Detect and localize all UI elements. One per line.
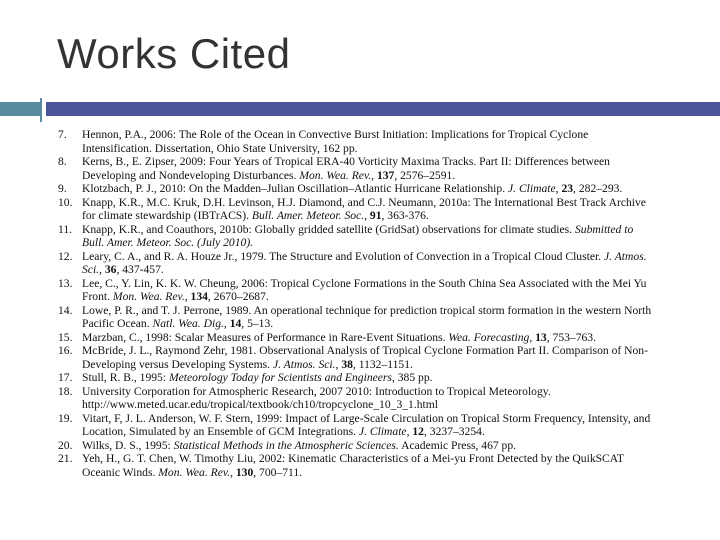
reference-number: 14. — [58, 303, 73, 317]
reference-number: 7. — [58, 128, 67, 141]
reference-text-part: , — [555, 182, 562, 195]
reference-text-part: Lee, C., Y. Lin, K. K. W. Cheung, 2006: Tropical Cyclone Formations in the South China Sea Associated with the Mei Yu Front. — [82, 276, 647, 303]
reference-number: 13. — [58, 276, 73, 290]
reference-text-part: , — [230, 465, 236, 479]
reference-text-part: Knapp, K.R., M.C. Kruk, D.H. Levinson, H.J. Diamond, and C.J. Neumann, 2010a: The International Best Track Archive for climate stewardship (IBTrACS). — [82, 195, 646, 222]
reference-text-part: , — [223, 317, 230, 330]
reference-text — [82, 182, 652, 196]
reference-text-part: , 2670–2687. — [207, 290, 269, 303]
reference-volume: 23 — [561, 182, 574, 195]
reference-text-part: Kerns, B., E. Zipser, 2009: Four Years of Tropical ERA-40 Vorticity Maxima Tracks. Part II: Differences between Developing and Nondeveloping Disturbances. — [82, 155, 610, 182]
reference-text-part: Yeh, H., G. T. Chen, W. Timothy Liu, 2002: Kinematic Characteristics of a Mei-yu Front Detected by the QuikSCAT Oceanic Winds. — [82, 452, 624, 479]
reference-volume: 91 — [369, 209, 382, 222]
reference-text-part: Stull, R. B., 1995: — [82, 371, 169, 384]
reference-title-italic: Natl. Wea. Dig. — [152, 317, 224, 330]
reference-text — [82, 304, 652, 331]
reference-text-part: University Corporation for Atmospheric Research, 2007 2010: Introduction to Tropical Meteorology. http://www.meted.ucar.edu/tropical/textbook/ch10/tropcyclone_10_3_1.html — [82, 384, 551, 411]
reference-number: 12. — [58, 249, 73, 263]
reference-title-italic: J. Climate — [358, 425, 407, 438]
reference-title-italic: Statistical Methods in the Atmospheric Sciences. — [173, 438, 399, 452]
reference-text — [82, 452, 652, 479]
reference-item — [52, 439, 652, 453]
reference-text-part: , 3237–3254. — [423, 425, 485, 438]
reference-text — [82, 277, 652, 304]
references-list — [52, 128, 652, 479]
reference-text-part: , 2576–2591. — [394, 168, 456, 182]
reference-text — [82, 250, 652, 277]
reference-item — [52, 452, 652, 479]
reference-text-part: , 282–293. — [573, 182, 623, 195]
reference-text-part: , — [184, 290, 191, 303]
reference-item — [52, 371, 652, 385]
reference-text — [82, 412, 652, 439]
reference-item — [52, 223, 652, 250]
reference-item — [52, 385, 652, 412]
reference-title-italic: Meteorology Today for Scientists and Engineers — [168, 371, 392, 384]
reference-text-part: , 385 pp. — [391, 371, 433, 384]
reference-volume: 137 — [376, 168, 395, 182]
reference-title-italic: Submitted to Bull. Amer. Meteor. Soc. (July 2010). — [82, 222, 634, 249]
reference-item — [52, 344, 652, 371]
reference-text-part: Academic Press, 467 pp. — [398, 438, 517, 452]
reference-volume: 130 — [235, 465, 254, 479]
reference-item — [52, 304, 652, 331]
reference-text — [82, 344, 652, 371]
reference-text-part: , — [99, 263, 105, 276]
reference-title-italic: Mon. Wea. Rev. — [112, 290, 185, 303]
reference-text-part: Hennon, P.A., 2006: The Role of the Ocean in Convective Burst Initiation: Implications for Tropical Cyclone Intensification. Dissertation, Ohio State University, 162 pp. — [82, 128, 589, 155]
reference-number: 20. — [58, 438, 73, 452]
reference-number: 11. — [58, 222, 73, 236]
reference-text — [82, 128, 652, 155]
slide-title: Works Cited — [57, 30, 291, 77]
accent-bar — [46, 102, 720, 116]
reference-text-part: , — [364, 209, 370, 222]
reference-text-part: , 5–13. — [241, 317, 274, 330]
reference-text-part: , 363-376. — [381, 209, 429, 222]
reference-number: 15. — [58, 330, 73, 344]
reference-title-italic: J. Climate — [508, 182, 556, 195]
reference-title-italic: J. Atmos. Sci. — [272, 357, 336, 371]
reference-volume: 13 — [535, 330, 547, 344]
reference-volume: 38 — [341, 357, 353, 371]
reference-number: 17. — [58, 371, 73, 384]
accent-bar-divider — [40, 98, 42, 122]
reference-item — [52, 182, 652, 196]
reference-text-part: , 700–711. — [253, 465, 303, 479]
reference-item — [52, 196, 652, 223]
reference-text — [82, 371, 652, 385]
reference-text-part: , — [406, 425, 413, 438]
reference-item — [52, 128, 652, 155]
reference-text-part: , — [371, 168, 377, 182]
reference-text-part: Vitart, F, J. L. Anderson, W. F. Stern, 1999: Impact of Large-Scale Circulation on Tropical Storm Frequency, Intensity, and Location, Simulated by an Ensemble of GCM Integrations. — [82, 411, 651, 438]
reference-text-part: Wilks, D. S., 1995: — [82, 438, 174, 452]
reference-number: 10. — [58, 195, 73, 209]
reference-item — [52, 277, 652, 304]
reference-text-part: , 1132–1151. — [352, 357, 413, 371]
reference-item — [52, 412, 652, 439]
reference-number: 18. — [58, 384, 73, 398]
reference-text-part: , 437-457. — [116, 263, 164, 276]
reference-volume: 12 — [412, 425, 424, 438]
reference-text — [82, 196, 652, 223]
reference-number: 19. — [58, 411, 73, 425]
reference-text-part: Marzban, C., 1998: Scalar Measures of Performance in Rare-Event Situations. — [82, 330, 449, 344]
reference-text-part: McBride, J. L., Raymond Zehr, 1981. Observational Analysis of Tropical Cyclone Formation Part II. Comparison of Non-Developing versus Developing Systems. — [82, 344, 648, 371]
reference-text — [82, 385, 652, 412]
accent-bar-left — [0, 102, 40, 116]
reference-text-part: , 753–763. — [546, 330, 596, 344]
reference-text-part: , — [529, 330, 536, 344]
reference-number: 16. — [58, 344, 73, 357]
reference-title-italic: Bull. Amer. Meteor. Soc. — [251, 209, 365, 222]
reference-text — [82, 439, 652, 453]
reference-volume: 14 — [229, 317, 242, 330]
reference-title-italic: Mon. Wea. Rev. — [158, 465, 231, 479]
reference-text-part: Lowe, P. R., and T. J. Perrone, 1989. An operational technique for prediction tropical storm formation in the western North Pacific Ocean. — [82, 303, 652, 330]
reference-number: 9. — [58, 182, 67, 195]
reference-volume: 36 — [104, 263, 117, 276]
reference-title-italic: Wea. Forecasting — [448, 330, 530, 344]
reference-title-italic: Mon. Wea. Rev. — [299, 168, 372, 182]
reference-text — [82, 155, 652, 182]
reference-item — [52, 331, 652, 345]
reference-number: 8. — [58, 155, 67, 168]
reference-text-part: Klotzbach, P. J., 2010: On the Madden–Julian Oscillation–Atlantic Hurricane Relationship. — [82, 182, 508, 195]
reference-item — [52, 155, 652, 182]
reference-title-italic: J. Atmos. Sci. — [82, 249, 647, 276]
reference-text-part: Leary, C. A., and R. A. Houze Jr., 1979. The Structure and Evolution of Convection in a Tropical Cloud Cluster. — [82, 249, 604, 263]
reference-text — [82, 223, 652, 250]
reference-number: 21. — [58, 452, 73, 465]
reference-text-part: , — [335, 357, 342, 371]
reference-volume: 134 — [190, 290, 208, 303]
reference-text — [82, 331, 652, 345]
reference-item — [52, 250, 652, 277]
reference-text-part: Knapp, K.R., and Coauthors, 2010b: Globally gridded satellite (GridSat) observations for climate studies. — [82, 222, 575, 236]
